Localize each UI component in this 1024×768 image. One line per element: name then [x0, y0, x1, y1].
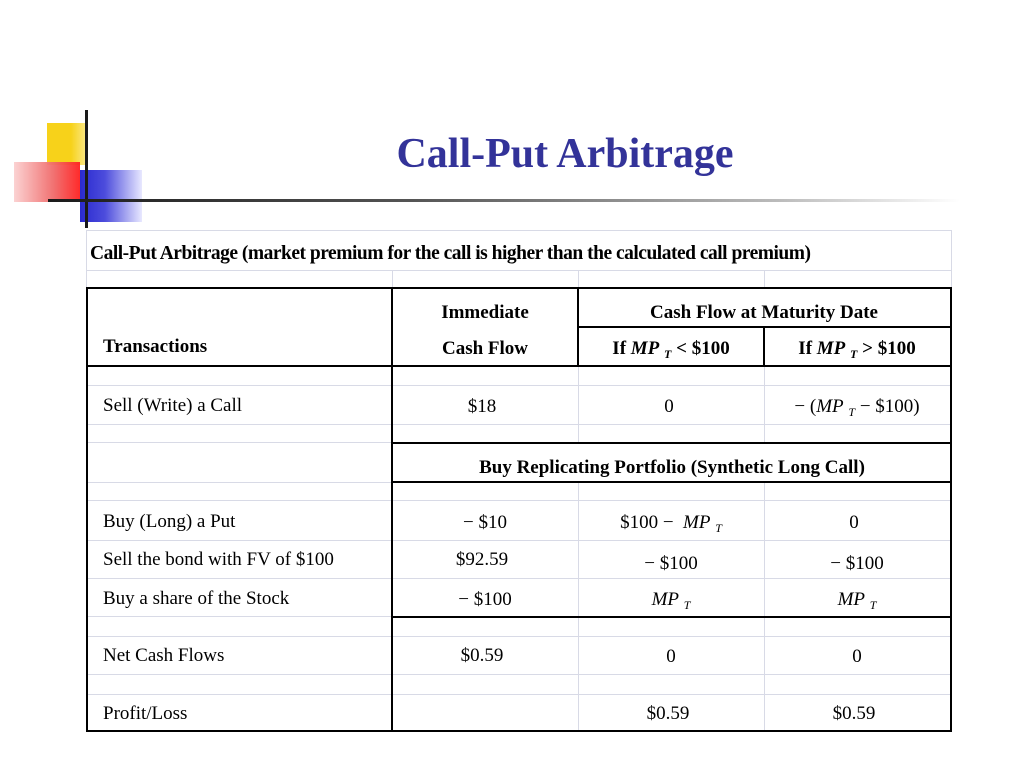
grid-line [86, 616, 392, 617]
buy-stock-above: MP $_T$ [837, 589, 877, 612]
grid-line [86, 674, 952, 675]
table-border [86, 287, 88, 732]
row-label-buy-stock: Buy a share of the Stock [103, 588, 290, 609]
row-label-net-cash-flows: Net Cash Flows [103, 645, 225, 666]
grid-line [86, 578, 952, 579]
table-caption: Call-Put Arbitrage (market premium for the call is higher than the calculated call premium) [90, 243, 811, 264]
logo-yellow-square [47, 123, 87, 165]
grid-line [86, 270, 952, 271]
grid-line [86, 442, 392, 443]
arbitrage-table [86, 230, 952, 735]
buy-put-above: 0 [849, 512, 859, 533]
grid-line [764, 616, 765, 732]
buy-stock-immediate: − $100 [458, 589, 512, 610]
grid-line [578, 482, 579, 617]
row-label-profit-loss: Profit/Loss [103, 703, 188, 724]
table-border [391, 442, 952, 444]
sell-bond-immediate: $92.59 [455, 549, 509, 570]
grid-line [86, 385, 952, 386]
table-border [86, 287, 952, 289]
table-border [86, 730, 952, 732]
grid-line [578, 366, 579, 442]
profit-above: $0.59 [832, 703, 876, 724]
row-label-buy-put: Buy (Long) a Put [103, 511, 236, 532]
sell-call-below: 0 [664, 396, 674, 417]
buy-put-immediate: − $10 [463, 512, 507, 533]
grid-line [764, 366, 765, 442]
grid-line [392, 270, 393, 288]
header-maturity: Cash Flow at Maturity Date [650, 302, 878, 323]
sell-bond-above: − $100 [830, 553, 884, 574]
net-immediate: $0.59 [460, 645, 504, 666]
table-border [391, 616, 952, 618]
grid-line [86, 424, 952, 425]
grid-line [86, 694, 952, 695]
table-border [86, 365, 952, 367]
grid-line [86, 230, 87, 288]
sell-bond-below: − $100 [644, 553, 698, 574]
table-border [391, 481, 952, 483]
grid-line [764, 270, 765, 288]
logo-red-square [14, 162, 80, 202]
sell-call-immediate: $18 [467, 396, 497, 417]
section-replicating-portfolio: Buy Replicating Portfolio (Synthetic Long Call) [479, 457, 865, 478]
row-label-sell-call: Sell (Write) a Call [103, 395, 243, 416]
title-underline [48, 199, 960, 202]
row-label-sell-bond: Sell the bond with FV of $100 [103, 549, 334, 570]
grid-line [764, 482, 765, 617]
header-immediate-line2: Cash Flow [441, 338, 529, 359]
logo-vertical-line [85, 110, 88, 228]
header-transactions: Transactions [103, 336, 208, 357]
slide-title: Call-Put Arbitrage [396, 131, 734, 177]
buy-put-below: $100 − MP $_T$ [620, 512, 722, 535]
grid-line [86, 540, 952, 541]
grid-line [86, 230, 952, 231]
buy-stock-below: MP $_T$ [651, 589, 691, 612]
table-border [391, 366, 393, 732]
grid-line [578, 616, 579, 732]
grid-line [951, 230, 952, 288]
table-border [391, 287, 393, 366]
grid-line [86, 636, 952, 637]
logo-blue-square [80, 170, 142, 222]
table-border [763, 326, 765, 366]
grid-line [578, 270, 579, 288]
profit-below: $0.59 [646, 703, 690, 724]
header-immediate-line1: Immediate [441, 302, 529, 323]
net-above: 0 [852, 646, 862, 667]
sell-call-above: − (MP $_T$ − $100) [794, 396, 920, 419]
grid-line [86, 500, 952, 501]
net-below: 0 [666, 646, 676, 667]
table-border [950, 287, 952, 732]
header-below-100: If MP $_T$ < $100 [612, 338, 730, 361]
header-above-100: If MP $_T$ > $100 [798, 338, 916, 361]
